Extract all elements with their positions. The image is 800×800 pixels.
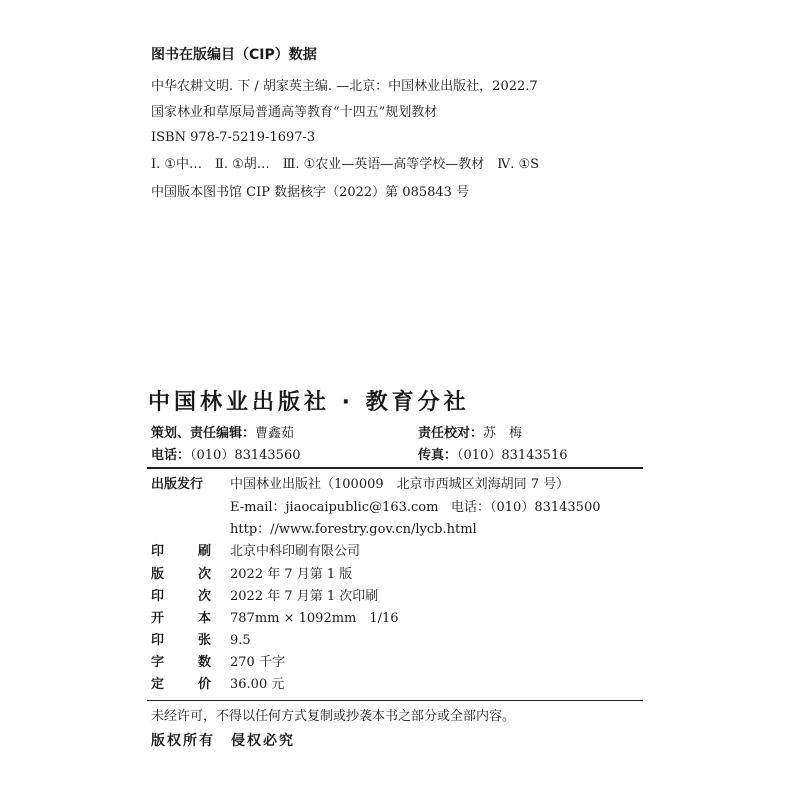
distribution-address: 中国林业出版社（100009 北京市西城区刘海胡同 7 号） (230, 477, 570, 492)
spec-value-wordcount: 270 千字 (230, 655, 285, 670)
spec-label-sheets: 印 张 (151, 633, 211, 648)
cip-record-line: 中国版本图书馆 CIP 数据核字（2022）第 085843 号 (151, 185, 470, 200)
cip-series-line: 国家林业和草原局普通高等教育“十四五”规划教材 (151, 105, 438, 120)
planner-row (151, 424, 294, 440)
copyright-notice: 未经许可，不得以任何方式复制或抄袭本书之部分或全部内容。 (151, 709, 516, 724)
fax-value: （010）83143516 (457, 448, 568, 463)
proofreader-row (418, 424, 522, 440)
spec-value-impression: 2022 年 7 月第 1 次印刷 (230, 589, 379, 604)
spec-value-format: 787mm × 1092mm 1/16 (230, 611, 399, 626)
spec-value-printing: 北京中科印刷有限公司 (230, 544, 361, 559)
proofreader-label: 责任校对： (418, 426, 484, 441)
cip-classification-line: Ⅰ. ①中… Ⅱ. ①胡… Ⅲ. ①农业—英语—高等学校—教材 Ⅳ. ①S (151, 157, 540, 172)
spec-label-printing: 印 刷 (151, 544, 211, 559)
divider-rule (147, 467, 643, 469)
cip-bibliographic-line: 中华农耕文明. 下 / 胡家英主编. —北京：中国林业出版社，2022.7 (151, 79, 538, 94)
spec-value-edition: 2022 年 7 月第 1 版 (230, 567, 353, 582)
footer-rule (147, 700, 643, 701)
publisher-name: 中国林业出版社 · 教育分社 (148, 390, 470, 415)
spec-label-impression: 印 次 (151, 589, 211, 604)
proofreader-value: 苏 梅 (483, 426, 523, 441)
planner-value: 曹鑫茹 (255, 426, 295, 441)
spec-value-price: 36.00 元 (230, 677, 285, 692)
distribution-url: http：//www.forestry.gov.cn/lycb.html (230, 522, 477, 537)
spec-label-format: 开 本 (151, 611, 211, 626)
spec-label-wordcount: 字 数 (151, 655, 211, 670)
distribution-label: 出版发行 (151, 477, 204, 492)
fax-row (418, 446, 568, 462)
publisher-phone-row (151, 446, 301, 462)
planner-label: 策划、责任编辑： (151, 426, 256, 441)
cip-title: 图书在版编目（CIP）数据 (151, 47, 317, 63)
cip-isbn-line: ISBN 978-7-5219-1697-3 (151, 130, 316, 145)
fax-label: 传真： (418, 448, 458, 463)
distribution-email: E-mail：jiaocaipublic@163.com (230, 500, 439, 515)
distribution-phone: 电话：（010）83143500 (451, 500, 601, 515)
phone-value: （010）83143560 (190, 448, 301, 463)
phone-label: 电话： (151, 448, 191, 463)
spec-label-edition: 版 次 (151, 567, 211, 582)
spec-label-price: 定 价 (151, 677, 211, 692)
spec-value-sheets: 9.5 (230, 633, 251, 648)
rights-reserved: 版权所有 侵权必究 (151, 733, 295, 749)
